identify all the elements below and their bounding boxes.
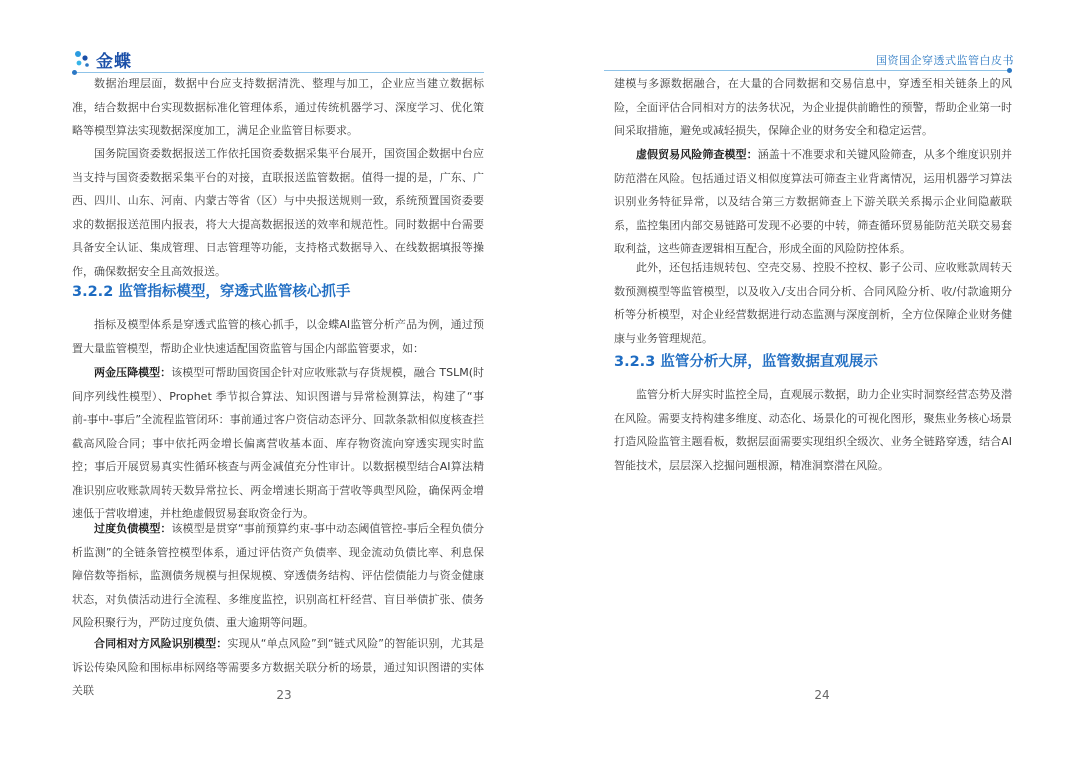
page-24 — [540, 0, 1080, 762]
paragraph-text: 监管分析大屏实时监控全局，直观展示数据，助力企业实时洞察经营态势及潜在风险。需要支持构建多维度、动态化、场景化的可视化图形，聚焦业务核心场景打造风险监管主题看板，数据层面需要实现组织全级次、业务全链路穿透，结合AI智能技术，层层深入挖掘问题根源，精准洞察潜在风险。 — [614, 388, 1012, 472]
section-heading-3-2-2: 3.2.2 监管指标模型，穿透式监管核心抓手 — [72, 284, 351, 300]
paragraph-other-models — [614, 256, 1012, 348]
paragraph-fake-trade-model — [614, 143, 1012, 260]
model-label: 两金压降模型： — [94, 366, 172, 379]
model-description: 该模型是贯穿“事前预算约束-事中动态阈值管控-事后全程负债分析监测”的全链条管控模型体系，通过评估资产负债率、现金流动负债比率、利息保障倍数等指标，监测债务规模与担保规模、穿透债务结构、评估偿债能力与资金健康状态，对负债活动进行全流程、多维度监控，识别高杠杆经营、盲目举债扩张、债务风险积聚行为，严防过度负债、重大逾期等问题。 — [72, 522, 485, 629]
logo-text: 金蝶 — [96, 51, 132, 72]
paragraph-text: 国务院国资委数据报送工作依托国资委数据采集平台展开，国资国企数据中台应当支持与国资委数据采集平台的对接，直联报送监管数据。值得一提的是，广东、广西、四川、山东、河南、内蒙古等省（区）与中央报送规则一致，系统预置国资委要求的数据报送范围内报表，将大大提高数据报送的效率和规范性。同时数据中台需要具备安全认证、集成管理、日志管理等功能，支持格式数据导入、在线数据填报等操作，确保数据安全且高效报送。 — [72, 147, 484, 278]
paragraph-debt-model — [72, 517, 484, 635]
model-description: 实现从“单点风险”到“链式风险”的智能识别，尤其是诉讼传染风险和围标串标网络等需要多方数据关联分析的场景，通过知识图谱的实体关联 — [72, 637, 485, 697]
paragraph-contract-continued — [614, 72, 1012, 142]
paragraph-text: 指标及模型体系是穿透式监管的核心抓手，以金蝶AI监管分析产品为例，通过预置大量监管模型，帮助企业快速适配国资监管与国企内部监管要求，如： — [72, 318, 484, 355]
model-label: 虚假贸易风险筛查模型： — [636, 148, 758, 161]
paragraph-text: 建模与多源数据融合，在大量的合同数据和交易信息中，穿透至相关链条上的风险，全面评估合同相对方的法务状况，为企业提供前瞻性的预警，帮助企业第一时间采取措施，避免或减轻损失，保障企业的财务安全和稳定运营。 — [614, 77, 1012, 137]
paragraph-data-governance — [72, 72, 484, 142]
paragraph-dashboard — [614, 383, 1012, 478]
model-description: 该模型可帮助国资国企针对应收账款与存货规模，融合 TSLM(时间序列线性模型）、Prophet 季节拟合算法、知识图谱与异常检测算法，构建了“事前-事中-事后”全流程监管闭环：事前通过客户资信动态评分、回款条款相似度核查拦截高风险合同；事中依托两金增长偏离营收基本面、库存物资流向穿透实现实时监控；事后开展贸易真实性循环核查与两金减值充分性审计。以数据模型结合AI算法精准识别应收账款周转天数异常拉长、两金增速长期高于营收等典型风险，确保两金增速低于营收增速，并杜绝虚假贸易套取资金行为。 — [72, 366, 485, 520]
running-header-title: 国资国企穿透式监管白皮书 — [876, 54, 1014, 67]
paragraph-lianjin-model — [72, 361, 485, 520]
model-label: 合同相对方风险识别模型： — [94, 637, 228, 650]
page-number: 23 — [276, 688, 292, 702]
paragraph-model-intro — [72, 313, 484, 361]
header-rule — [604, 70, 1012, 71]
page-number: 24 — [814, 688, 830, 702]
paragraph-text: 数据治理层面，数据中台应支持数据清洗、整理与加工，企业应当建立数据标准，结合数据中台实现数据标准化管理体系，通过传统机器学习、深度学习、优化策略等模型算法实现数据深度加工，满足企业监管目标要求。 — [72, 77, 484, 137]
paragraph-sasac-reporting — [72, 142, 484, 278]
brand-logo — [72, 46, 132, 72]
model-description: 涵盖十不准要求和关键风险筛查，从多个维度识别并防范潜在风险。包括通过语义相似度算法可筛查主业背离情况，运用机器学习算法识别业务特征异常，以及结合第三方数据筛查上下游关联关系揭示企业间隐蔽联系，监控集团内部交易链路可发现不必要的中转，筛查循环贸易能防范关联交易套取利益，这些筛查逻辑相互配合，形成全面的风险防控体系。 — [614, 148, 1013, 255]
paragraph-text: 此外，还包括违规转包、空壳交易、控股不控权、影子公司、应收账款周转天数预测模型等监管模型，以及收入/支出合同分析、合同风险分析、收/付款逾期分析等分析模型，对企业经营数据进行动态监测与深度剖析，全方位保障企业财务健康与业务管理规范。 — [614, 261, 1012, 345]
model-label: 过度负债模型： — [94, 522, 172, 535]
section-heading-3-2-3: 3.2.3 监管分析大屏，监管数据直观展示 — [614, 354, 878, 370]
kingdee-logo-icon — [72, 49, 92, 69]
